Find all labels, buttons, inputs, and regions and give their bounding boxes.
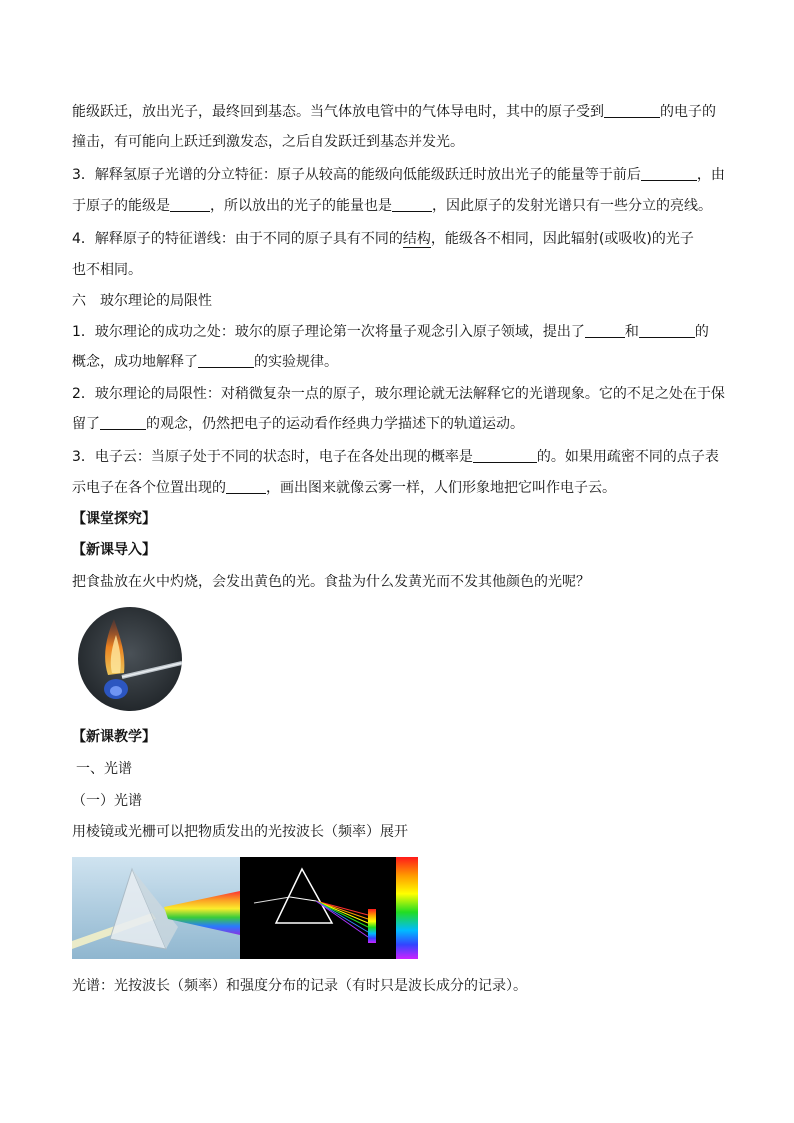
subsection-title-spectrum: （一）光谱 bbox=[72, 793, 142, 809]
text-line-5: 4．解释原子的特征谱线：由于不同的原子具有不同的结构，能级各不相同，因此辐射(或吸收)的光子 bbox=[72, 231, 694, 247]
intro-question: 把食盐放在火中灼烧，会发出黄色的光。食盐为什么发黄光而不发其他颜色的光呢？ bbox=[72, 574, 590, 590]
section-title-spectrum: 一、光谱 bbox=[76, 761, 132, 777]
section-heading-six: 六 玻尔理论的局限性 bbox=[72, 293, 212, 309]
text-line-12: 3．电子云：当原子处于不同的状态时，电子在各处出现的概率是 的。如果用疏密不同的点子表 bbox=[72, 449, 719, 465]
salt-flame-photo bbox=[78, 607, 182, 711]
text-line-10: 2．玻尔理论的局限性：对稍微复杂一点的原子，玻尔理论就无法解释它的光谱现象。它的不足之处在于保 bbox=[72, 386, 725, 402]
fill-blank[interactable] bbox=[226, 479, 266, 494]
fill-blank[interactable] bbox=[604, 103, 660, 118]
text-line-11: 留了 的观念，仍然把电子的运动看作经典力学描述下的轨道运动。 bbox=[72, 416, 524, 432]
fill-blank[interactable] bbox=[170, 197, 210, 212]
text-line-8: 1．玻尔理论的成功之处：玻尔的原子理论第一次将量子观念引入原子领域，提出了 和 的 bbox=[72, 324, 709, 340]
spectrum-definition: 光谱：光按波长（频率）和强度分布的记录（有时只是波长成分的记录）。 bbox=[72, 978, 527, 994]
underlined-term: 结构 bbox=[402, 231, 431, 247]
prism-dispersion-photo bbox=[72, 857, 240, 959]
heading-new-lesson-intro: 【新课导入】 bbox=[72, 542, 156, 558]
heading-classroom-inquiry: 【课堂探究】 bbox=[72, 511, 156, 527]
spectrum-description: 用棱镜或光栅可以把物质发出的光按波长（频率）展开 bbox=[72, 824, 408, 840]
fill-blank[interactable] bbox=[392, 197, 432, 212]
fill-blank[interactable] bbox=[639, 323, 695, 338]
fill-blank[interactable] bbox=[585, 323, 625, 338]
fill-blank[interactable] bbox=[100, 415, 146, 430]
text-line-13: 示电子在各个位置出现的 ，画出图来就像云雾一样，人们形象地把它叫作电子云。 bbox=[72, 480, 616, 496]
text-line-4: 于原子的能级是 ，所以放出的光子的能量也是 ，因此原子的发射光谱只有一些分立的亮线。 bbox=[72, 198, 712, 214]
text-line-3: 3．解释氢原子光谱的分立特征：原子从较高的能级向低能级跃迁时放出光子的能量等于前后 ，由 bbox=[72, 167, 725, 183]
fill-blank[interactable] bbox=[473, 448, 537, 463]
text-line-2: 撞击，有可能向上跃迁到激发态，之后自发跃迁到基态并发光。 bbox=[72, 134, 464, 150]
fill-blank[interactable] bbox=[198, 353, 254, 368]
text-line-9: 概念，成功地解释了 的实验规律。 bbox=[72, 354, 338, 370]
text-line-6: 也不相同。 bbox=[72, 262, 142, 278]
text-line-1: 能级跃迁，放出光子，最终回到基态。当气体放电管中的气体导电时，其中的原子受到 的电子的 bbox=[72, 104, 716, 120]
prism-dispersion-diagram bbox=[240, 857, 420, 959]
fill-blank[interactable] bbox=[641, 166, 697, 181]
heading-new-lesson-teaching: 【新课教学】 bbox=[72, 729, 156, 745]
